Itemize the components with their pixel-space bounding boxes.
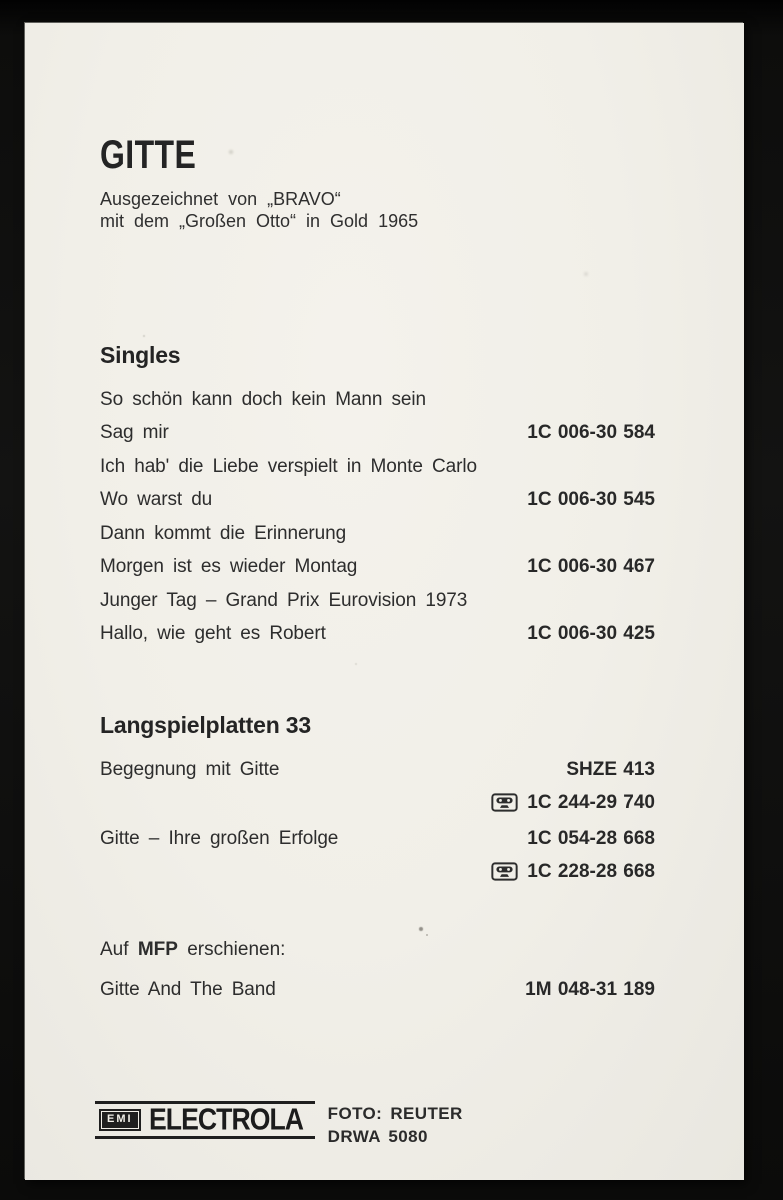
lps-section (100, 711, 655, 891)
release-code: SHZE 413 (566, 759, 655, 780)
single-title-line: Dann kommt die Erinnerung (100, 523, 347, 544)
print-code: DRWA 5080 (327, 1127, 428, 1146)
album-title: Gitte And The Band (100, 979, 276, 1000)
emi-logo-label: EMI (102, 1112, 138, 1128)
electrola-wordmark: ELECTROLA (148, 1102, 303, 1137)
emi-electrola-logo (95, 1101, 315, 1139)
single-entry (100, 383, 655, 449)
card-header (100, 133, 655, 232)
single-release-row (100, 416, 655, 449)
award-note-line-2: mit dem „Großen Otto“ in Gold 1965 (100, 211, 419, 231)
lp-title: Begegnung mit Gitte (100, 759, 280, 780)
release-code: 1C 244-29 740 (527, 792, 655, 813)
lp-entry (100, 822, 655, 888)
single-title-line: Hallo, wie geht es Robert (100, 623, 326, 644)
cassette-icon (491, 793, 518, 812)
mfp-release-row (100, 973, 655, 1006)
release-code: 1C 006-30 584 (527, 422, 655, 443)
artist-name: GITTE (100, 133, 197, 177)
release-code: 1C 054-28 668 (527, 828, 655, 849)
single-title-line: Morgen ist es wieder Montag (100, 556, 358, 577)
mfp-section (100, 939, 655, 1006)
single-entry (100, 450, 655, 516)
release-code: 1C 006-30 467 (527, 556, 655, 577)
single-title-line: Sag mir (100, 422, 169, 443)
photo-credit: FOTO: REUTER (327, 1104, 463, 1123)
singles-section (100, 341, 655, 651)
mfp-heading-pre: Auf (100, 939, 138, 960)
single-title-line: So schön kann doch kein Mann sein (100, 389, 426, 410)
lp-title: Gitte – Ihre großen Erfolge (100, 828, 339, 849)
singles-heading: Singles (100, 342, 181, 368)
cassette-release-row (100, 855, 655, 888)
emi-box-logo (99, 1109, 141, 1131)
lp-release-row (100, 753, 655, 786)
award-note (100, 188, 655, 232)
lps-heading: Langspielplatten 33 (100, 712, 311, 738)
release-code: 1C 228-28 668 (527, 861, 655, 882)
credits-block (328, 1101, 463, 1148)
single-release-row (100, 483, 655, 516)
lp-release-row (100, 822, 655, 855)
single-title-line: Junger Tag – Grand Prix Eurovision 1973 (100, 590, 468, 611)
release-code: 1C 006-30 545 (527, 489, 655, 510)
postcard-back (25, 23, 744, 1180)
single-release-row (100, 550, 655, 583)
single-title-line: Ich hab' die Liebe verspielt in Monte Carlo (100, 456, 477, 477)
single-release-row (100, 617, 655, 650)
mfp-label: MFP (137, 939, 178, 960)
cassette-icon (491, 862, 518, 881)
release-code: 1M 048-31 189 (525, 979, 655, 1000)
scan-specks (25, 23, 27, 25)
single-title-line: Wo warst du (100, 489, 213, 510)
single-entry (100, 584, 655, 650)
lp-entry (100, 753, 655, 819)
release-code: 1C 006-30 425 (527, 623, 655, 644)
mfp-heading-post: erschienen: (177, 939, 286, 960)
card-footer (95, 1101, 463, 1148)
single-entry (100, 517, 655, 583)
cassette-release-row (100, 786, 655, 819)
award-note-line-1: Ausgezeichnet von „BRAVO“ (100, 189, 341, 209)
mfp-heading (100, 939, 655, 961)
